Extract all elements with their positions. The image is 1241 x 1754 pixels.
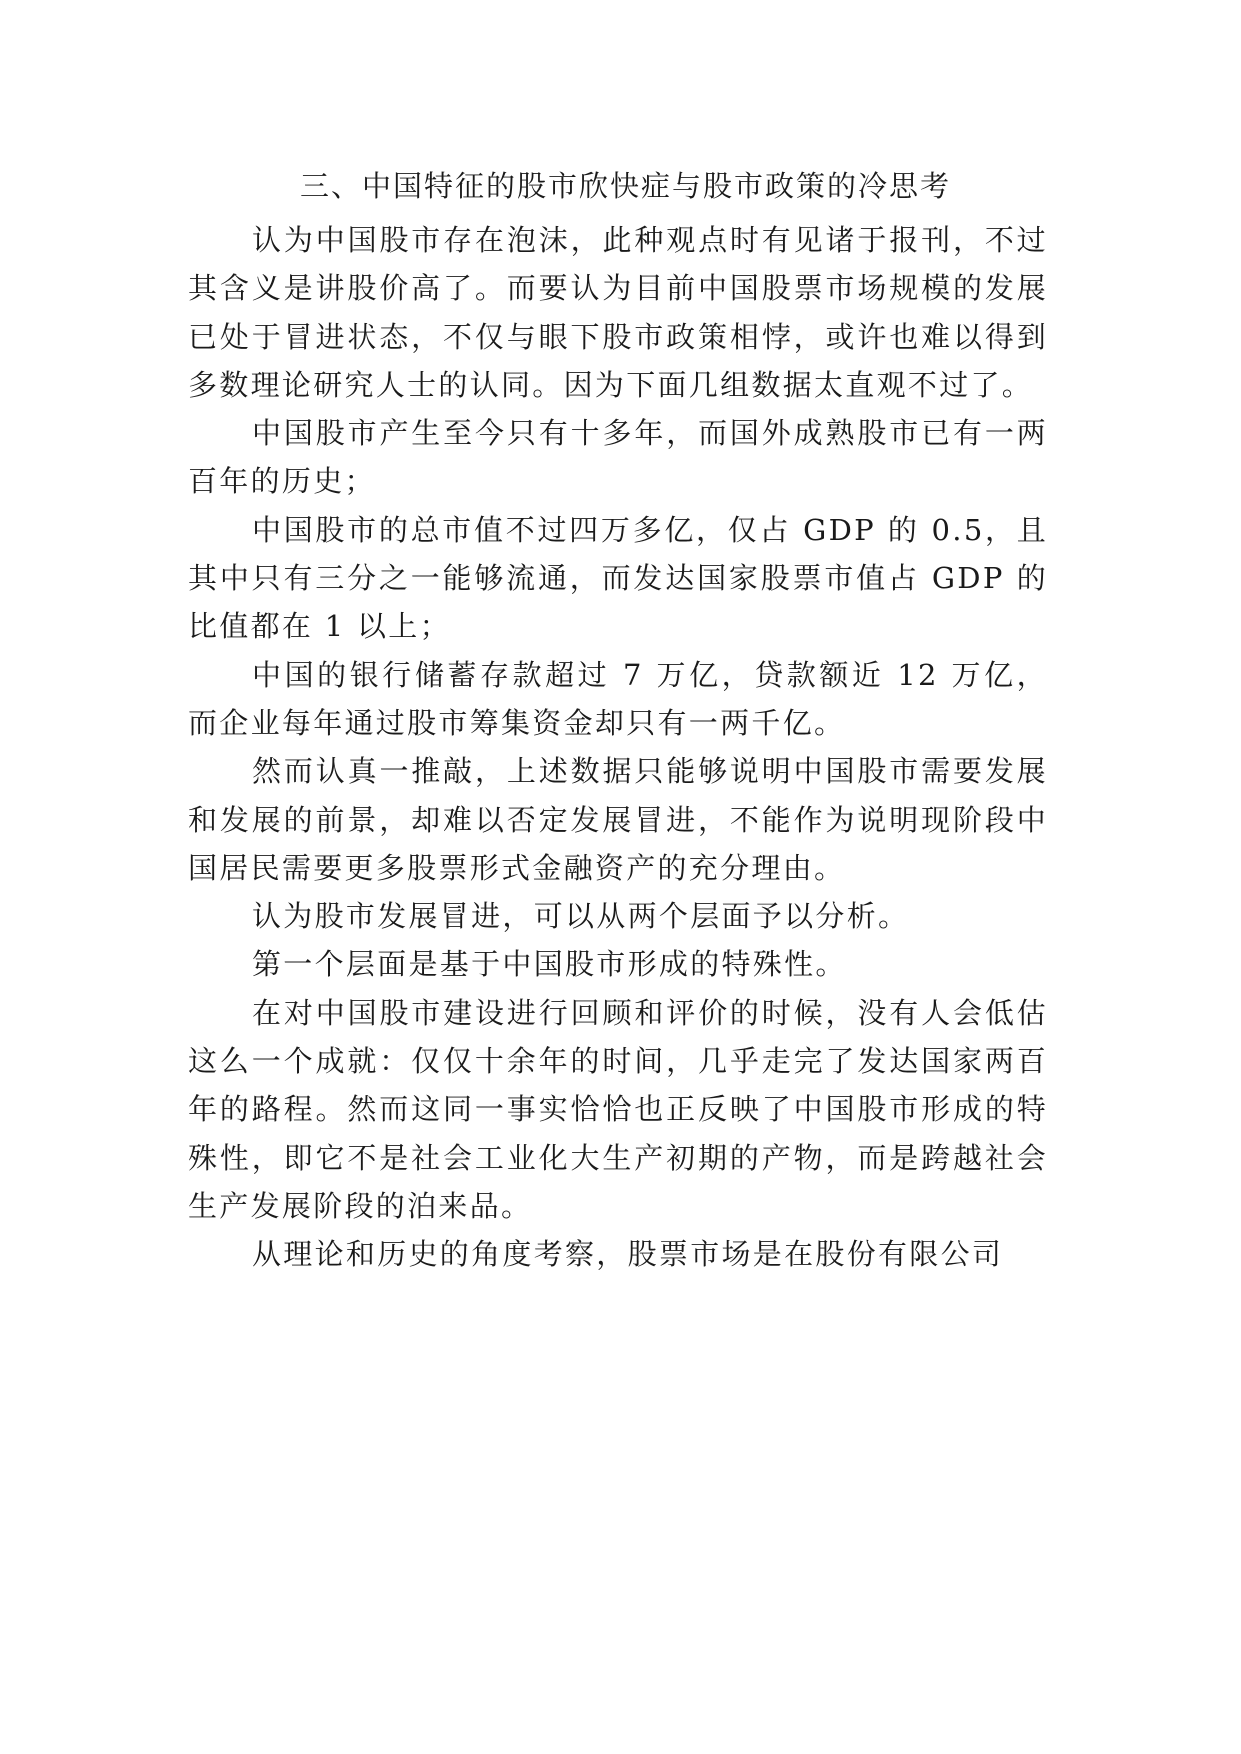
- paragraph-first-level: 第一个层面是基于中国股市形成的特殊性。: [252, 947, 847, 982]
- paragraph-theory-history: 从理论和历史的角度考察，股票市场是在股份有限公司: [252, 1237, 1004, 1272]
- document-body: [188, 216, 1048, 1279]
- paragraph-data-analysis: 然而认真一推敲，上述数据只能够说明中国股市需要发展和发展的前景，却难以否定发展冒进，不能作为说明现阶段中国居民需要更多股票形式金融资产的充分理由。: [188, 754, 1048, 885]
- paragraph-market-age: 中国股市产生至今只有十多年，而国外成熟股市已有一两百年的历史；: [188, 416, 1048, 499]
- paragraph-review: 在对中国股市建设进行回顾和评价的时候，没有人会低估这么一个成就：仅仅十余年的时间，几乎走完了发达国家两百年的路程。然而这同一事实恰恰也正反映了中国股市形成的特殊性，即它不是社会工业化大生产初期的产物，而是跨越社会生产发展阶段的泊来品。: [188, 995, 1048, 1223]
- paragraph-bubble-opinion: 认为中国股市存在泡沫，此种观点时有见诸于报刊，不过其含义是讲股价高了。而要认为目前中国股票市场规模的发展已处于冒进状态，不仅与眼下股市政策相悖，或许也难以得到多数理论研究人士的认同。因为下面几组数据太直观不过了。: [188, 223, 1048, 402]
- paragraph-market-value: 中国股市的总市值不过四万多亿，仅占 GDP 的 0.5，且其中只有三分之一能够流通，而发达国家股票市值占 GDP 的比值都在 1 以上；: [188, 512, 1048, 644]
- paragraph-two-levels: 认为股市发展冒进，可以从两个层面予以分析。: [252, 899, 910, 934]
- paragraph-bank-deposits: 中国的银行储蓄存款超过 7 万亿，贷款额近 12 万亿，而企业每年通过股市筹集资金却只有一两千亿。: [188, 657, 1048, 740]
- section-heading: 三、中国特征的股市欣快症与股市政策的冷思考: [300, 169, 952, 203]
